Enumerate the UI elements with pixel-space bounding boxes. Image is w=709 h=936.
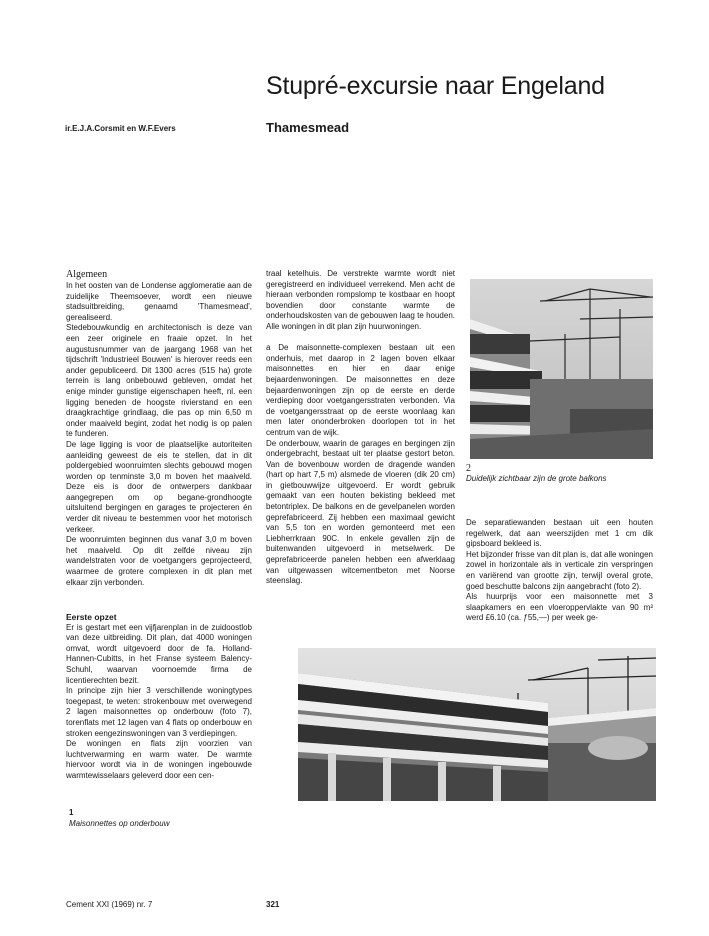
article-title: Stupré-excursie naar Engeland [266,72,605,100]
photo1-caption: Maisonnettes op onderbouw [69,819,170,828]
column-b [266,269,455,587]
photo1-caption-number: 1 [69,808,74,817]
article-subtitle: Thamesmead [266,120,350,135]
paragraph: De woningen en flats zijn voorzien van luchtverwarming en warm water. De warmte hiervoor wordt via in de woningen ingebouwde warmtewisselaars geleverd door een cen- [66,739,252,780]
paragraph: a De maisonnette-complexen bestaan uit een onderhuis, met daarop in 2 lagen boven elkaar maisonnettes en hier en daar enige bejaardenwoningen. De maisonnettes en deze bejaardenwoningen zijn op de eerste en derde verdieping door voetgangersstraten verbonden. Via de voetgangersstraat op de eerste woonlaag kan men later ononderbroken doorlopen tot in het centrum van de wijk. [266,343,455,437]
column-a [66,269,252,588]
photo-balconies [470,279,653,459]
photo-maisonnettes [298,648,656,801]
section-eerste-opzet [66,612,252,782]
section-heading-algemeen: Algemeen [66,269,108,280]
paragraph: De onderbouw, waarin de garages en bergingen zijn ondergebracht, bestaat uit ter plaatse gestort beton. Van de bovenbouw worden de dragende wanden (hart op hart 7,5 m) alsmede de vloeren (dik 20 cm) in gietbouwwijze uitgevoerd. Er wordt gebruik gemaakt van een houten bekisting bekleed met betontriplex. De balkons en de gevelpanelen worden geprefabriceerd. Zij hebben een maximaal gewicht van 5,5 ton en worden gemonteerd met een Liebherrkraan 90C. In enkele gevallen zijn de buitenwanden uitgevoerd in metselwerk. De geprefabriceerde panelen hebben een afwerklaag van uitgewassen witcementbeton met Noorse steenslag. [266,438,455,586]
paragraph: In principe zijn hier 3 verschillende woningtypes toegepast, te weten: strokenbouw met overwegend 2 lagen maisonnettes op onderbouw (foto 7), torenflats met 12 lagen van 4 flats op onderbouw en stroken eengezinswoningen van 3 verdiepingen. [66,686,252,738]
footer-journal: Cement XXI (1969) nr. 7 [66,900,153,909]
paragraph: De lage ligging is voor de plaatselijke autoriteiten aanleiding geweest de eis te stellen, dat in dit poldergebied woonruimten slechts gebouwd mogen worden op tenminste 3,0 m boven het maaiveld. Deze eis is door de ontwerpers dankbaar aangegrepen om op begane-grondhoogte uitsluitend bergingen en garages te projecteren én verder dit niveau te bestemmen voor het motorisch verkeer. [66,439,252,534]
authors: ir.E.J.A.Corsmit en W.F.Evers [65,124,176,133]
page-number: 321 [266,900,280,909]
paragraph: In het oosten van de Londense agglomeratie aan de zuidelijke Theemsoever, wordt een nieuwe stadsuitbreiding, genaamd 'Thamesmead', gerealiseerd. [66,281,252,322]
paragraph: De separatiewanden bestaan uit een houten regelwerk, dat aan weerszijden met 1 cm dik gipsboard bekleed is. [466,518,653,549]
paragraph: Het bijzonder frisse van dit plan is, dat alle woningen zowel in horizontale als in verticale zin verspringen en variërend van grootte zijn, terwijl overal grote, goed beschutte balcons zijn aangebracht (foto 2). [466,549,653,591]
photo2-caption: Duidelijk zichtbaar zijn de grote balkons [466,474,607,483]
paragraph: Er is gestart met een vijfjarenplan in de zuidoostlob van deze uitbreiding. Dit plan, dat 4000 woningen omvat, wordt uitgevoerd door de fa. Holland-Hannen-Cubitts, in het Franse systeem Balency-Schuhl, waarvan voornoemde firma de licentierechten bezit. [66,622,252,685]
photo2-caption-number: 2 [466,463,471,474]
paragraph: De woonruimten beginnen dus vanaf 3,0 m boven het maaiveld. Op dit zelfde niveau zijn wandelstraten voor de voetgangers geprojecteerd, waarmee de grotere complexen in dit plan met elkaar zijn verbonden. [66,535,252,587]
paragraph: Als huurprijs voor een maisonnette met 3 slaapkamers en een vloeroppervlakte van 90 m² werd £6.10 (ca. ƒ55,—) per week ge- [466,592,653,623]
paragraph: traal ketelhuis. De verstrekte warmte wordt niet geregistreerd en individueel verrekend. Men acht de hieraan verbonden rompslomp te kostbaar en hoopt bovendien door constante warmte de onderhoudskosten van de gebouwen laag te houden. Alle woningen in dit plan zijn huurwoningen. [266,269,455,331]
section-heading-eerste-opzet: Eerste opzet [66,612,117,622]
column-c [466,518,653,624]
paragraph: Stedebouwkundig en architectonisch is deze van een zeer originele en fraaie opzet. In het augustusnummer van de jaargang 1968 van het tijdschrift 'Industrieel Bouwen' is hierover reeds een ander gepubliceerd. Dit 1300 acres (515 ha) grote terrein is lang onbebouwd gebleven, omdat het enige minder gunstige eigenschapen heeft, nl. een ligging beneden de hoogste rivierstand en een draagkrachtige grindlaag, die pas op min 6,50 m onder maaiveld begint, zodat het nodig is op palen te funderen. [66,323,252,439]
